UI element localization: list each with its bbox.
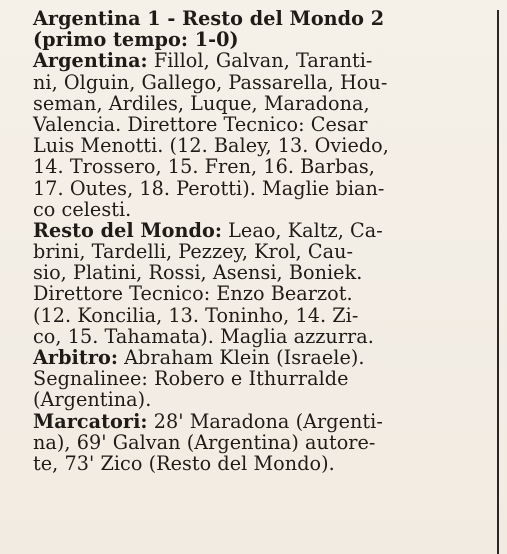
match-report [33, 8, 491, 474]
resto-lineup-line-1 [33, 220, 491, 241]
argentina-lineup-line-3: seman, Ardiles, Luque, Maradona, [33, 91, 370, 115]
vertical-column-rule [497, 10, 499, 554]
linesmen-line-2: (Argentina). [33, 388, 152, 412]
scorers-heading: Marcatori: [33, 409, 148, 433]
resto-lineup-line-2: brini, Tardelli, Pezzey, Krol, Cau- [33, 240, 354, 264]
argentina-heading: Argentina: [33, 49, 148, 73]
argentina-lineup-line-7: 17. Outes, 18. Perotti). Maglie bian- [33, 176, 385, 200]
referee-heading: Arbitro: [33, 346, 118, 369]
resto-lineup-line-4: Direttore Tecnico: Enzo Bearzot. [33, 282, 353, 306]
resto-lineup-line-6: co, 15. Tahamata). Maglia azzurra. [33, 324, 374, 348]
match-title: Argentina 1 - Resto del Mondo 2 [33, 7, 385, 30]
scorers-line-1 [33, 411, 491, 432]
argentina-lineup-text-1: Fillol, Galvan, Taranti- [153, 49, 373, 73]
argentina-lineup-line-2: ni, Olguin, Gallego, Passarella, Hou- [33, 70, 388, 94]
resto-heading: Resto del Mondo: [33, 218, 222, 242]
referee-text: Abraham Klein (Israele). [124, 346, 365, 369]
argentina-lineup-line-6: 14. Trossero, 15. Fren, 16. Barbas, [33, 155, 375, 179]
resto-lineup-line-5: (12. Koncilia, 13. Toninho, 14. Zi- [33, 303, 359, 327]
resto-lineup-line-3: sio, Platini, Rossi, Asensi, Boniek. [33, 261, 363, 285]
scorers-line-2: na), 69' Galvan (Argentina) autore- [33, 430, 376, 454]
resto-lineup-text-1: Leao, Kaltz, Ca- [228, 218, 383, 242]
match-halftime-score: (primo tempo: 1-0) [33, 28, 239, 52]
argentina-lineup-line-1 [33, 50, 491, 71]
linesmen-line-1: Segnalinee: Robero e Ithurralde [33, 367, 349, 391]
referee-line [33, 347, 491, 368]
argentina-lineup-line-8: co celesti. [33, 197, 132, 221]
argentina-lineup-line-5: Luis Menotti. (12. Baley, 13. Oviedo, [33, 134, 389, 158]
scorers-line-3: te, 73' Zico (Resto del Mondo). [33, 451, 335, 475]
argentina-lineup-line-4: Valencia. Direttore Tecnico: Cesar [33, 112, 368, 136]
scorers-text-1: 28' Maradona (Argenti- [153, 409, 383, 433]
